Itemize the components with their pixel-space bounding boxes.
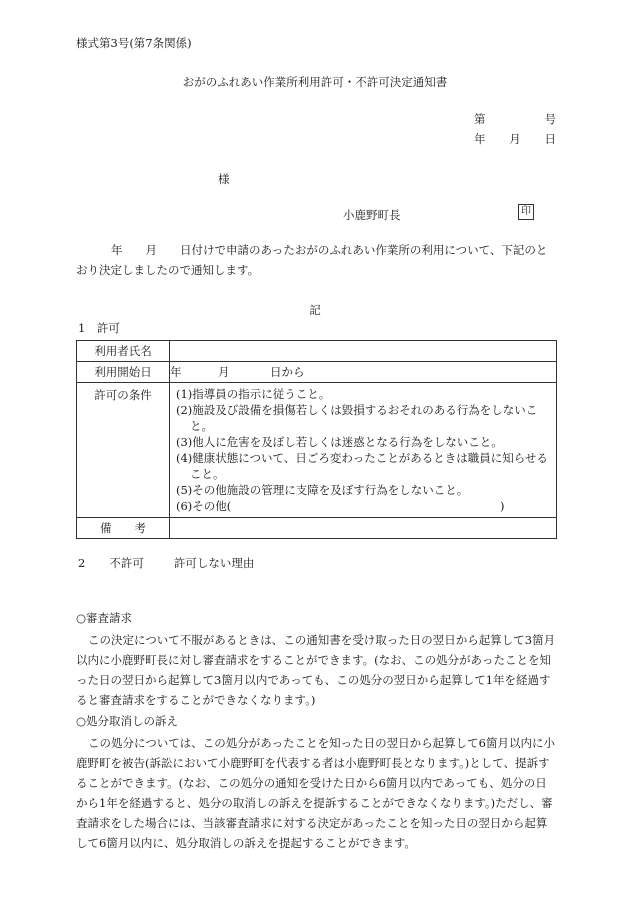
start-year: 年: [170, 365, 182, 379]
remarks-label: 備 考: [77, 518, 170, 539]
conditions-label: 許可の条件: [77, 383, 170, 518]
date-year: 年: [474, 132, 486, 146]
section-denial-heading: [78, 555, 254, 571]
user-name-field[interactable]: [170, 341, 557, 362]
condition-item: (2)施設及び設備を損傷若しくは毀損するおそれのある行為をしないこと。: [176, 403, 538, 433]
form-number: 様式第3号(第7条関係): [76, 36, 192, 50]
review-heading: ○審査請求: [76, 611, 133, 625]
document-number-line: [474, 111, 556, 127]
addressee-suffix: 様: [218, 172, 230, 186]
table-row-remarks: [77, 518, 557, 539]
remarks-field[interactable]: [170, 518, 557, 539]
issuer-name: 小鹿野町長: [343, 208, 401, 222]
issue-date-line: [474, 131, 556, 147]
ki-heading: 記: [309, 303, 321, 317]
suit-heading: ○処分取消しの訴え: [76, 714, 179, 728]
table-row-user-name: [77, 341, 557, 362]
denial-label: 不許可: [109, 556, 144, 570]
date-month: 月: [509, 132, 521, 146]
user-name-label: 利用者氏名: [77, 341, 170, 362]
review-paragraph: この決定について不服があるときは、この通知書を受け取った日の翌日から起算して3箇月以内に小鹿野町長に対し審査請求をすることができます。(なお、この処分があったことを知った日の翌日から起算して3箇月以内であっても、この処分の翌日から起算して1年を経過すると審査請求をすることができなくなります。): [76, 633, 556, 707]
start-date-field[interactable]: [170, 362, 557, 383]
seal-mark: 印: [518, 204, 534, 220]
start-date-label: 利用開始日: [77, 362, 170, 383]
condition-item: (3)他人に危害を及ぼし若しくは迷惑となる行為をしないこと。: [176, 435, 503, 449]
table-row-conditions: [77, 383, 557, 518]
table-row-start-date: [77, 362, 557, 383]
section-permit-heading: 1 許可: [78, 321, 120, 335]
suit-paragraph: この処分については、この処分があったことを知った日の翌日から起算して6箇月以内に小鹿野町を被告(訴訟において小鹿野町を代表する者は小鹿野町長となります。)として、提訴することができます。(なお、この処分の通知を受けた日から6箇月以内であっても、処分の日から1年を経過すると、処分の取消しの訴えを提訴することができなくなります。)ただし、審査請求をした場合には、当該審査請求に対する決定があったことを知った日の翌日から起算して6箇月以内に、処分取消しの訴えを提起することができます。: [76, 736, 555, 850]
intro-paragraph: 年 月 日付けで申請のあったおがのふれあい作業所の利用について、下記のとおり決定しましたので通知します。: [76, 243, 548, 277]
number-prefix: 第: [474, 112, 486, 126]
start-month: 月: [218, 365, 230, 379]
number-suffix: 号: [544, 112, 556, 126]
condition-item: (5)その他施設の管理に支障を及ぼす行為をしないこと。: [176, 483, 469, 497]
date-day: 日: [544, 132, 556, 146]
document-title: おがのふれあい作業所利用許可・不許可決定通知書: [182, 75, 448, 89]
condition-item: (4)健康状態について、日ごろ変わったことがあるときは職員に知らせること。: [176, 451, 548, 481]
condition-other: (6)その他( ): [176, 499, 505, 513]
start-day: 日から: [270, 365, 305, 379]
condition-item: (1)指導員の指示に従うこと。: [176, 387, 331, 401]
permit-table: [76, 340, 557, 539]
condition-other-open: (6)その他(: [176, 499, 232, 513]
conditions-cell: [170, 383, 557, 518]
denial-number: 2: [78, 556, 86, 570]
denial-reason-label: 許可しない理由: [173, 556, 255, 570]
